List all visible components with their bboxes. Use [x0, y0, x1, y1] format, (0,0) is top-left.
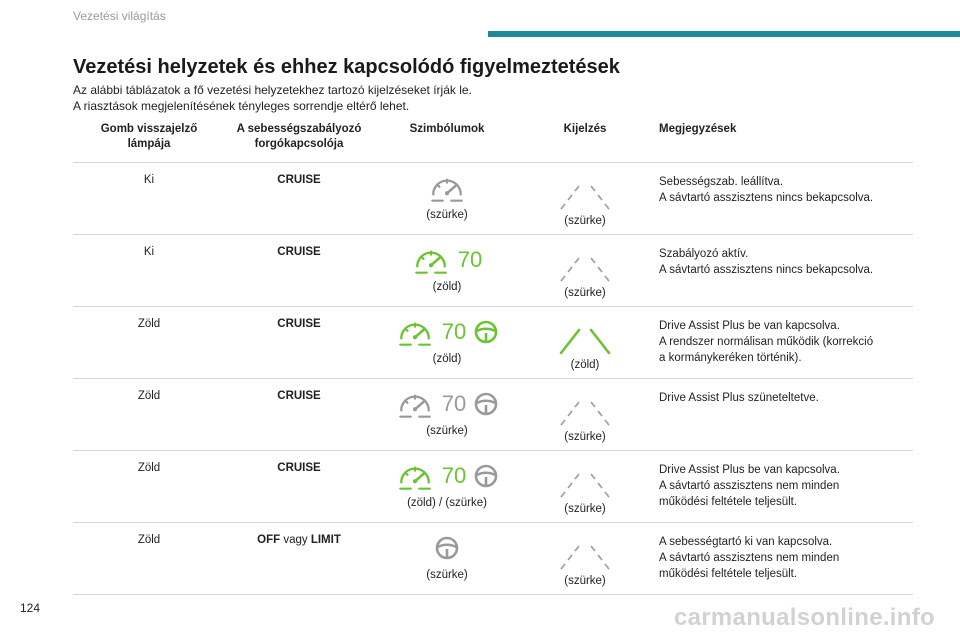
lamp-state: Ki — [143, 246, 155, 258]
steering-wheel-gray-icon — [474, 464, 498, 488]
speed-regulator-gray-icon — [428, 172, 466, 204]
header-accent-bar — [488, 31, 960, 37]
speed-regulator-green-icon — [396, 316, 434, 348]
table-row — [73, 379, 913, 451]
symbol-caption: (zöld) — [432, 353, 462, 365]
col-header-switch: A sebességszabályozó forgókapcsolója — [225, 117, 373, 163]
section-label: Vezetési világítás — [73, 9, 166, 23]
switch-position: CRUISE — [277, 174, 321, 186]
display-caption: (szürke) — [564, 215, 606, 227]
intro-line: Az alábbi táblázatok a fő vezetési helyzetekhez tartozó kijelzéseket írják le. — [73, 83, 472, 97]
page-title: Vezetési helyzetek és ehhez kapcsolódó figyelmeztetések — [73, 56, 620, 78]
switch-position: CRUISE — [277, 318, 321, 330]
lamp-state: Zöld — [137, 534, 161, 546]
note: Szabályozó aktív. A sávtartó asszisztens nincs bekapcsolva. — [659, 248, 874, 276]
lamp-state: Zöld — [137, 462, 161, 474]
display-caption: (szürke) — [564, 503, 606, 515]
set-speed-value: 70 — [441, 463, 467, 488]
note: A sebességtartó ki van kapcsolva. A sávtartó asszisztens nem minden működési feltétele teljesült. — [659, 536, 840, 580]
note: Drive Assist Plus be van kapcsolva. A rendszer normálisan működik (korrekció a kormánykeréken történik). — [659, 320, 874, 364]
display-caption: (szürke) — [564, 431, 606, 443]
display-caption: (szürke) — [564, 575, 606, 587]
col-header-lamp: Gomb visszajelző lámpája — [73, 117, 225, 163]
note: Drive Assist Plus be van kapcsolva. A sávtartó asszisztens nem minden működési feltétele teljesült. — [659, 464, 840, 508]
lane-lines-dashed-gray-icon — [555, 183, 615, 213]
lane-lines-dashed-gray-icon — [555, 399, 615, 429]
table-row — [73, 163, 913, 235]
watermark: carmanualsonline.info — [673, 604, 935, 631]
lane-lines-dashed-gray-icon — [555, 471, 615, 501]
situations-table — [73, 117, 913, 595]
table-row — [73, 235, 913, 307]
lamp-state: Zöld — [137, 390, 161, 402]
steering-wheel-gray-icon — [474, 392, 498, 416]
lane-lines-solid-green-icon — [555, 327, 615, 357]
set-speed-value: 70 — [457, 247, 483, 272]
intro-text — [73, 82, 472, 114]
lane-lines-dashed-gray-icon — [555, 255, 615, 285]
display-caption: (szürke) — [564, 287, 606, 299]
speed-regulator-green-icon — [396, 460, 434, 492]
note: Sebességszab. leállítva. A sávtartó asszisztens nincs bekapcsolva. — [659, 176, 874, 204]
symbol-caption: (szürke) — [426, 209, 468, 221]
symbol-caption: (zöld) / (szürke) — [407, 497, 487, 509]
display-caption: (zöld) — [570, 359, 600, 371]
set-speed-value: 70 — [441, 319, 467, 344]
steering-wheel-green-icon — [474, 320, 498, 344]
page-number: 124 — [20, 601, 41, 615]
symbol-caption: (szürke) — [426, 569, 468, 581]
table-row — [73, 523, 913, 595]
switch-position: OFF vagy LIMIT — [257, 534, 341, 546]
col-header-notes: Megjegyzések — [649, 117, 913, 163]
symbol-caption: (szürke) — [426, 425, 468, 437]
table-header-row — [73, 117, 913, 163]
note: Drive Assist Plus szüneteltetve. — [659, 392, 819, 404]
lamp-state: Zöld — [137, 318, 161, 330]
steering-wheel-gray-icon — [435, 536, 459, 560]
switch-position: CRUISE — [277, 246, 321, 258]
symbol-caption: (zöld) — [432, 281, 462, 293]
set-speed-value: 70 — [441, 391, 467, 416]
col-header-symbols: Szimbólumok — [373, 117, 521, 163]
intro-line: A riasztások megjelenítésének tényleges sorrendje eltérő lehet. — [73, 99, 410, 113]
speed-regulator-green-icon — [412, 244, 450, 276]
col-header-display: Kijelzés — [521, 117, 649, 163]
switch-position: CRUISE — [277, 390, 321, 402]
lane-lines-dashed-gray-icon — [555, 543, 615, 573]
table-row — [73, 307, 913, 379]
speed-regulator-gray-icon — [396, 388, 434, 420]
table-row — [73, 451, 913, 523]
switch-position: CRUISE — [277, 462, 321, 474]
lamp-state: Ki — [143, 174, 155, 186]
